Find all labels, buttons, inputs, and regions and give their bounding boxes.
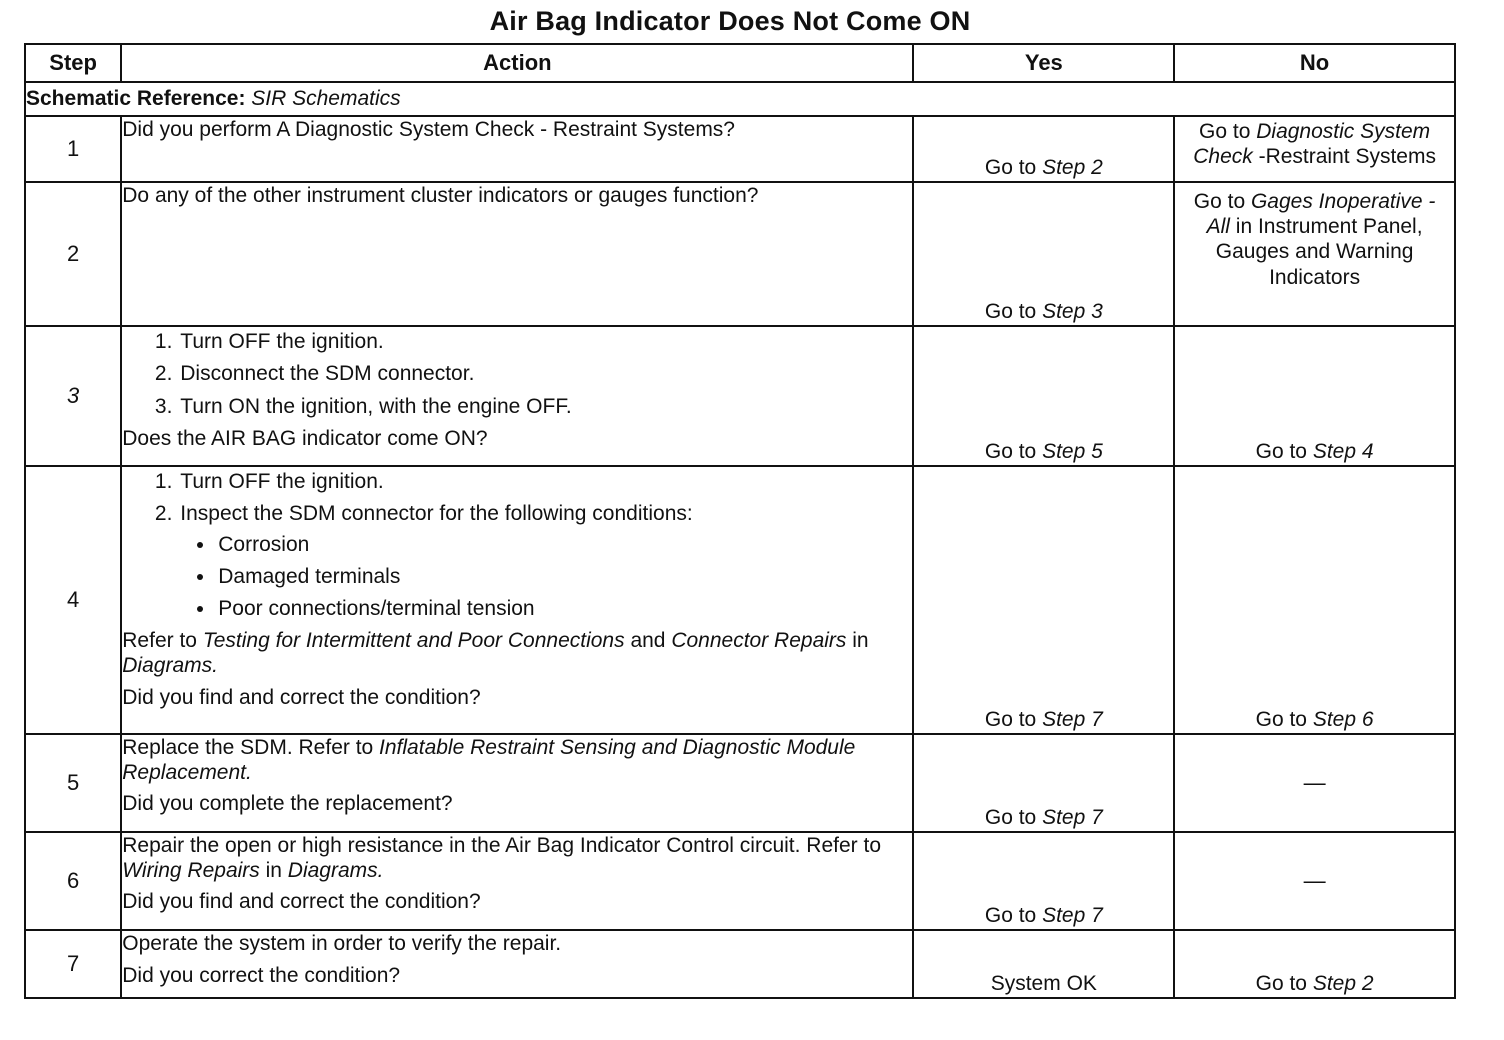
yes-cell [913,930,1174,998]
action-step: 2. Disconnect the SDM connector. [178,361,912,387]
yes-text: Go to [984,707,1043,731]
no-cell [1174,832,1455,930]
yes-result: System OK [990,971,1097,995]
table-row [25,930,1455,998]
yes-cell [913,734,1174,832]
condition-item: • Damaged terminals [216,564,912,590]
step-number: 7 [25,930,121,998]
yes-cell [913,116,1174,182]
yes-text: Go to [984,439,1043,463]
refer-text [122,628,912,678]
action-question: Did you find and correct the condition? [122,685,481,709]
yes-cell [913,466,1174,734]
yes-step-link: Step 2 [1042,155,1103,179]
yes-cell [913,182,1174,326]
action-question: Did you find and correct the condition? [122,890,481,914]
procedure-link: Wiring Repairs [122,859,260,883]
no-step-link: Step 6 [1312,707,1374,731]
header-row [25,44,1455,82]
no-text: Go to [1255,971,1313,995]
header-no: No [1174,44,1455,82]
no-procedure-link: Diagnostic System Check [1193,120,1431,169]
action-cell [121,116,913,182]
no-not-applicable: — [1303,769,1326,795]
action-steps [122,329,912,420]
action-question: Does the AIR BAG indicator come ON? [122,426,488,450]
step-number: 1 [25,116,121,182]
no-cell [1174,466,1455,734]
refer-joiner: and [624,629,672,653]
action-steps [122,469,912,622]
condition-item: • Corrosion [216,532,912,558]
action-question: Do any of the other instrument cluster indicators or gauges function? [122,184,759,207]
schematic-reference-row [25,82,1455,116]
no-cell [1174,116,1455,182]
no-step-link: Step 4 [1312,439,1374,463]
header-yes: Yes [913,44,1174,82]
condition-list [180,532,912,623]
section-link: Diagrams [287,859,378,883]
no-text-suffix: -Restraint Systems [1252,145,1436,169]
yes-step-link: Step 7 [1042,805,1103,829]
refer-period: . [212,654,218,678]
instruction-joiner: in [259,859,288,883]
no-text: Go to [1255,439,1313,463]
no-not-applicable: — [1303,867,1326,893]
yes-text: Go to [984,155,1043,179]
step-number: 5 [25,734,121,832]
instruction-period: . [377,859,384,883]
yes-step-link: Step 3 [1042,299,1103,323]
action-question: Did you complete the replacement? [122,792,453,816]
yes-step-link: Step 7 [1042,903,1103,927]
yes-cell [913,832,1174,930]
reference-label: Schematic Reference: [26,86,246,110]
document-title: Air Bag Indicator Does Not Come ON [489,6,971,36]
reference-link: SIR Schematics [251,86,401,110]
diagnostic-table [24,43,1456,999]
no-text: Go to [1255,707,1313,731]
action-instruction: Operate the system in order to verify the repair. [122,932,562,955]
action-cell [121,930,913,998]
table-row [25,832,1455,930]
table-row [25,466,1455,734]
no-text: Go to [1199,120,1257,143]
action-cell [121,734,913,832]
action-step [178,501,912,622]
step-number-text: 3 [67,383,80,409]
action-cell [121,182,913,326]
header-action: Action [121,44,913,82]
instruction-text: Replace the SDM. Refer to [122,736,380,759]
procedure-link: Inflatable Restraint Sensing and Diagnostic Module Replacement. [122,736,856,785]
instruction-text: Repair the open or high resistance in the Air Bag Indicator Control circuit. Refer to [122,834,881,857]
section-link: Diagrams [122,654,213,678]
no-cell [1174,734,1455,832]
action-question: Did you perform A Diagnostic System Check - Restraint Systems? [122,118,735,141]
yes-text: Go to [984,805,1043,829]
yes-step-link: Step 5 [1042,439,1103,463]
no-step-link: Step 2 [1312,971,1374,995]
step-number: 6 [25,832,121,930]
action-question: Did you correct the condition? [122,964,401,988]
action-instruction [122,833,912,883]
no-cell [1174,182,1455,326]
refer-prefix: Refer to [122,629,203,653]
action-step: 1. Turn OFF the ignition. [178,469,912,495]
table-row [25,326,1455,466]
action-step: 3. Turn ON the ignition, with the engine OFF. [178,394,912,420]
header-step: Step [25,44,121,82]
no-text-suffix: in Instrument Panel, Gauges and Warning Indicators [1215,215,1423,289]
no-procedure-link: Gages Inoperative - All [1206,190,1436,239]
procedure-link: Testing for Intermittent and Poor Connections [202,629,625,653]
yes-text: Go to [984,903,1043,927]
table-row [25,734,1455,832]
procedure-link: Connector Repairs [671,629,847,653]
no-cell [1174,326,1455,466]
step-number: 2 [25,182,121,326]
action-instruction [122,735,912,785]
no-cell [1174,930,1455,998]
yes-text: Go to [984,299,1043,323]
action-step: 1. Turn OFF the ignition. [178,329,912,355]
schematic-reference [25,82,1455,116]
step-number: 4 [25,466,121,734]
yes-cell [913,326,1174,466]
action-cell [121,466,913,734]
action-cell [121,832,913,930]
action-cell [121,326,913,466]
action-step-text: Inspect the SDM connector for the following conditions: [180,502,693,526]
table-row [25,182,1455,326]
condition-item: • Poor connections/terminal tension [216,596,912,622]
no-text: Go to [1193,190,1251,213]
step-number [25,326,121,466]
table-row [25,116,1455,182]
yes-step-link: Step 7 [1042,707,1103,731]
refer-joiner: in [846,629,869,653]
